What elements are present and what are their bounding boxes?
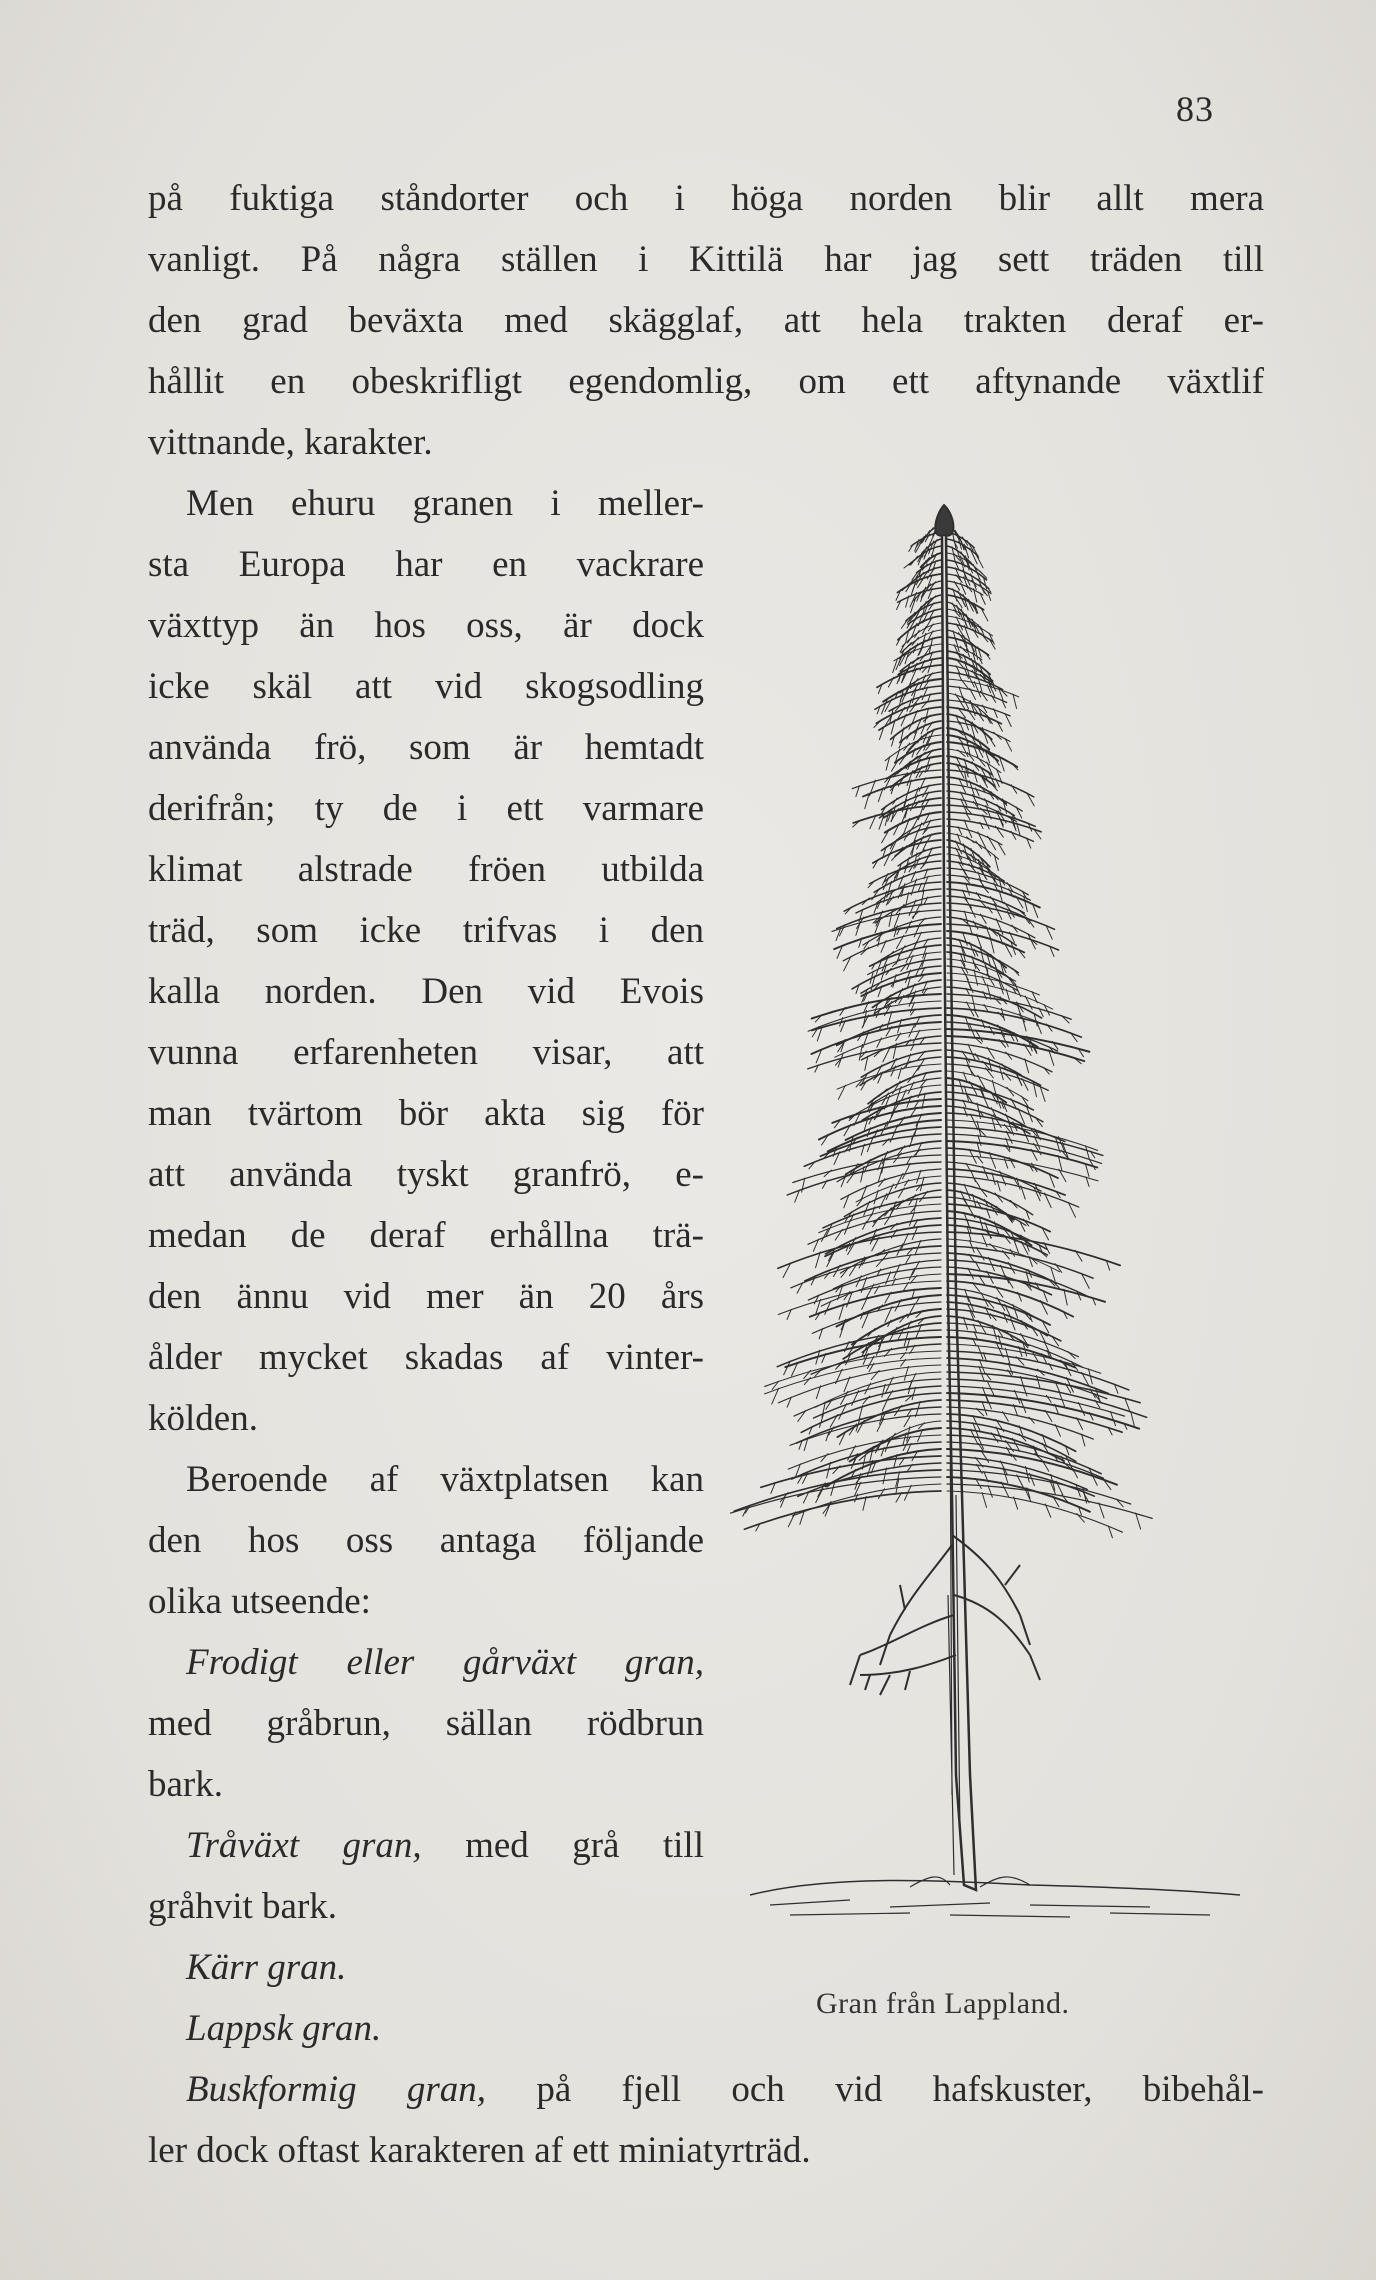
column-line: medan de deraf erhållna trä- xyxy=(148,1215,704,1256)
column-line: använda frö, som är hemtadt xyxy=(148,727,704,768)
variety-name: Tråväxt gran, xyxy=(186,1825,422,1866)
variety-line xyxy=(148,1815,704,1876)
column-line: Men ehuru granen i meller- xyxy=(186,483,704,524)
variety-name: Frodigt eller gårväxt gran, xyxy=(186,1642,704,1683)
column-line: Beroende af växtplatsen kan xyxy=(186,1459,704,1500)
variety-name: Kärr gran. xyxy=(186,1947,347,1988)
column-line: kalla norden. Den vid Evois xyxy=(148,971,704,1012)
column-line: växttyp än hos oss, är dock xyxy=(148,605,704,646)
column-line: sta Europa har en vackrare xyxy=(148,544,704,585)
variety-line: bark. xyxy=(148,1764,223,1805)
column-line: derifrån; ty de i ett varmare xyxy=(148,788,704,829)
column-line: man tvärtom bör akta sig för xyxy=(148,1093,704,1134)
column-line: den hos oss antaga följande xyxy=(148,1520,704,1561)
text-line: hållit en obeskrifligt egendomlig, om ett aftynande växtlif xyxy=(148,361,1264,402)
column-line: träd, som icke trifvas i den xyxy=(148,910,704,951)
column-line: icke skäl att vid skogsodling xyxy=(148,666,704,707)
text-line: på fuktiga ståndorter och i höga norden blir allt mera xyxy=(148,178,1264,219)
text-line: ler dock oftast karakteren af ett miniatyrträd. xyxy=(148,2130,811,2171)
column-line: olika utseende: xyxy=(148,1581,371,1622)
variety-line: med gråbrun, sällan rödbrun xyxy=(148,1703,704,1744)
variety-line: gråhvit bark. xyxy=(148,1886,338,1927)
column-line: kölden. xyxy=(148,1398,258,1439)
column-line: den ännu vid mer än 20 års xyxy=(148,1276,704,1317)
text-line: vittnande, karakter. xyxy=(148,422,433,463)
variety-desc: med grå till xyxy=(421,1825,704,1866)
variety-line xyxy=(148,1632,704,1693)
spruce-tree-illustration xyxy=(730,495,1250,1975)
column-line: klimat alstrade fröen utbilda xyxy=(148,849,704,890)
text-line: den grad beväxta med skägglaf, att hela trakten deraf er- xyxy=(148,300,1264,341)
column-line: ålder mycket skadas af vinter- xyxy=(148,1337,704,1378)
variety-name: Buskformig gran, xyxy=(186,2069,487,2110)
text-line: vanligt. På några ställen i Kittilä har jag sett träden till xyxy=(148,239,1264,280)
page-number: 83 xyxy=(1176,89,1214,129)
text-line xyxy=(148,2059,1264,2120)
variety-desc: på fjell och vid hafskuster, bibehål- xyxy=(486,2069,1264,2110)
variety-name: Lappsk gran. xyxy=(186,2008,382,2049)
column-line: vunna erfarenheten visar, att xyxy=(148,1032,704,1073)
figure-caption: Gran från Lappland. xyxy=(816,1987,1070,2020)
column-line: att använda tyskt granfrö, e- xyxy=(148,1154,704,1195)
variety-line xyxy=(148,1937,704,1998)
variety-line xyxy=(148,1998,704,2059)
